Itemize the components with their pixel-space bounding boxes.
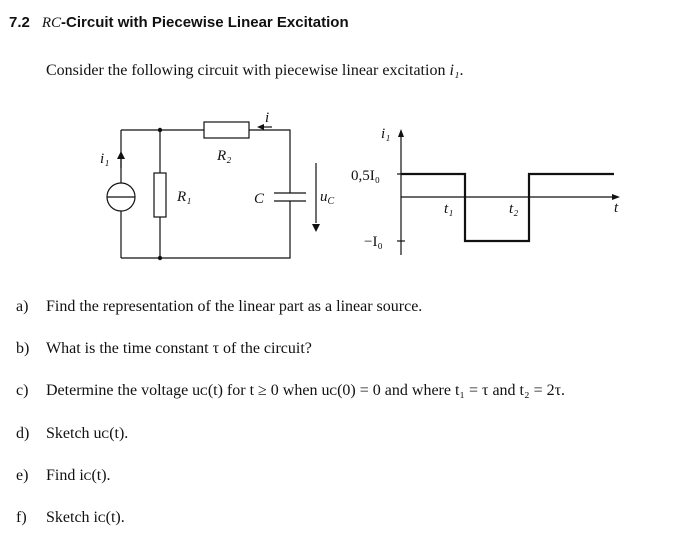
level-pos-label: 0,5I₀ bbox=[351, 168, 380, 184]
wire-top-right bbox=[249, 130, 290, 193]
excitation-graph bbox=[397, 135, 614, 255]
intro-sentence: Consider the following circuit with piecewise linear excitation bbox=[46, 62, 450, 79]
question-e bbox=[16, 467, 111, 485]
voltage-arrow bbox=[312, 224, 320, 232]
question-label: e) bbox=[16, 467, 29, 484]
r1-label: R₁ bbox=[177, 189, 192, 205]
question-b bbox=[16, 340, 312, 358]
section-number: 7.2 bbox=[9, 14, 30, 31]
voltage-label: $u_C$ bbox=[320, 189, 335, 207]
capacitor-label: C bbox=[254, 191, 265, 207]
resistor-r2 bbox=[204, 122, 249, 138]
question-text: Find iᴄ(t). bbox=[46, 467, 111, 484]
question-f bbox=[16, 509, 125, 527]
question-text: Sketch iᴄ(t). bbox=[46, 509, 125, 526]
question-a bbox=[16, 298, 422, 316]
excitation-waveform bbox=[401, 174, 614, 241]
wire-bottom bbox=[121, 201, 290, 258]
resistor-r1 bbox=[154, 173, 166, 217]
section-title: -Circuit with Piecewise Linear Excitation bbox=[61, 14, 349, 31]
question-label: d) bbox=[16, 425, 30, 442]
intro-math: i₁ bbox=[449, 62, 460, 79]
r2-label: R₂ bbox=[217, 148, 232, 164]
question-label: a) bbox=[16, 298, 29, 315]
question-label: b) bbox=[16, 340, 30, 357]
question-text: Determine the voltage uᴄ(t) for t ≥ 0 when uᴄ(0) = 0 and where t₁ = τ and t₂ = 2τ. bbox=[46, 382, 566, 399]
t1-label: t₁ bbox=[444, 201, 454, 217]
question-text: Sketch uᴄ(t). bbox=[46, 425, 129, 442]
level-neg-label: −I₀ bbox=[364, 234, 383, 250]
circuit-diagram bbox=[107, 122, 316, 258]
question-c bbox=[16, 382, 565, 400]
current-i-label: i bbox=[265, 110, 270, 126]
source-label: i₁ bbox=[100, 151, 110, 167]
intro-end: . bbox=[459, 62, 464, 79]
question-label: f) bbox=[16, 509, 27, 526]
t2-label: t₂ bbox=[509, 201, 519, 217]
question-text: What is the time constant τ of the circuit? bbox=[46, 340, 312, 357]
question-text: Find the representation of the linear part as a linear source. bbox=[46, 298, 423, 315]
current-i-arrow bbox=[257, 124, 264, 130]
question-label: c) bbox=[16, 382, 29, 399]
source-arrow bbox=[117, 151, 125, 159]
t-label: t bbox=[614, 200, 619, 216]
y-axis-label: i₁ bbox=[381, 126, 391, 142]
question-d bbox=[16, 425, 128, 443]
graph-arrowheads bbox=[398, 129, 620, 200]
section-title-rc: RC bbox=[41, 15, 62, 31]
